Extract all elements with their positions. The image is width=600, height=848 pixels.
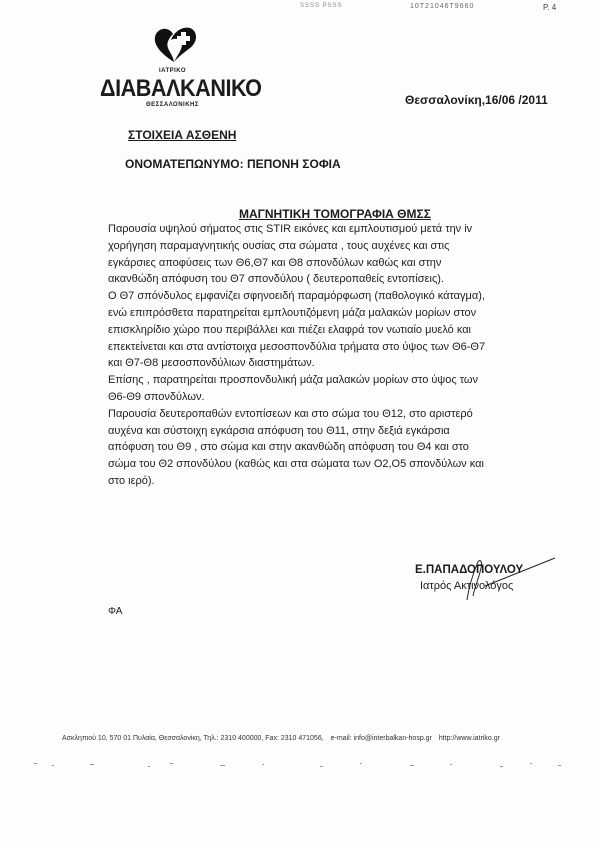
scan-noise-decoration (30, 760, 570, 770)
body-line: Παρουσία δευτεροπαθών εντοπίσεων και στο σώμα του Θ12, στο αριστερό (108, 407, 473, 420)
body-line: στο ιερό). (108, 474, 155, 487)
heart-cross-icon (152, 26, 198, 64)
signature-name: Ε.ΠΑΠΑΔΟΠΟΥΛΟΥ (415, 564, 524, 576)
body-line: επεκτείνεται και στα αντίστοιχα μεσοσπονδύλια τρήματα στο ύψος των Θ6-Θ7 (108, 340, 486, 353)
body-line: απόφυση του Θ9 , στο σώμα και στην ακανθώδη απόφυση του Θ4 και στο (108, 441, 469, 454)
body-line: εγκάρσιες αποφύσεις των Θ6,Θ7 και Θ8 σπονδύλων καθώς και στην (108, 256, 442, 269)
footer-address: Ασκληπιού 10, 570 01 Πυλαία, Θεσσαλονίκη, Τηλ.: 2310 400000, Fax: 2310 471056, (62, 735, 324, 742)
footer-contact (62, 735, 562, 742)
body-line: Θ6-Θ9 σπονδύλων. (108, 390, 205, 403)
fax-number: 10T21046T9660 (410, 3, 475, 10)
report-body (108, 221, 548, 490)
logo-bottom-label: ΘΕΣΣΑΛΟΝΙΚΗΣ (146, 102, 199, 108)
body-line: επισκληρίδιο χώρο που περιβάλλει και πιέζει ελαφρά τον νωτιαίο μυελό και (108, 323, 472, 336)
body-line: Παρουσία υψηλού σήματος στις STIR εικόνες και εμπλουτισμού μετά την iv (108, 223, 473, 235)
report-title: ΜΑΓΝΗΤΙΚΗ ΤΟΜΟΓΡΑΦΙΑ ΘΜΣΣ (239, 207, 431, 221)
fax-header (0, 3, 600, 15)
fax-page-number: P. 4 (543, 3, 557, 12)
fax-header-left: SSSS PSSS (300, 3, 343, 9)
footer-email: e-mail: info@interbalkan-hosp.gr (330, 735, 432, 742)
body-line: ακανθώδη απόφυση του Θ7 σπονδύλου ( δευτεροπαθείς εντοπίσεις). (108, 273, 444, 286)
signature-title: Ιατρός Ακτινολόγος (420, 580, 514, 592)
body-line: σώμα του Θ2 σπονδύλου (καθώς και στα σώματα των Ο2,Ο5 σπονδύλων και (108, 458, 484, 471)
patient-name: ΟΝΟΜΑΤΕΠΩΝΥΜΟ: ΠΕΠΟΝΗ ΣΟΦΙΑ (125, 157, 341, 171)
body-line: και Θ7-Θ8 μεσοσπονδύλιων διαστημάτων. (108, 357, 315, 370)
signature-block (415, 556, 565, 606)
logo-main-label: ΔΙΑΒΑΛΚΑΝΙΚΟ (100, 75, 262, 102)
typist-initials: ΦΑ (108, 606, 123, 617)
body-line: αυχένα και σύστοιχη εγκάρσια απόφυση του Θ11, στην δεξιά εγκάρσια (108, 424, 450, 437)
body-line: Ο Θ7 σπόνδυλος εμφανίζει σφηνοειδή παραμόρφωση (παθολογικό κάταγμα), (108, 290, 485, 303)
footer-website: http://www.iatriko.gr (438, 735, 500, 742)
body-line: Επίσης , παρατηρείται προσπονδυλική μάζα μαλακών μορίων στο ύψος των (108, 374, 479, 387)
body-line: χορήγηση παραμαγνητικής ουσίας στα σώματα , τους αυχένες και στις (108, 239, 450, 252)
logo-top-label: ΙΑΤΡΙΚΟ (158, 68, 187, 74)
section-title: ΣΤΟΙΧΕΙΑ ΑΣΘΕΝΗ (128, 128, 237, 142)
document-date: Θεσσαλονίκη,16/06 /2011 (405, 93, 548, 107)
hospital-logo (100, 26, 262, 118)
body-line: ενώ επιπρόσθετα παρατηρείται εμπλουτιζόμενη μάζα μαλακών μορίων στον (108, 306, 477, 319)
